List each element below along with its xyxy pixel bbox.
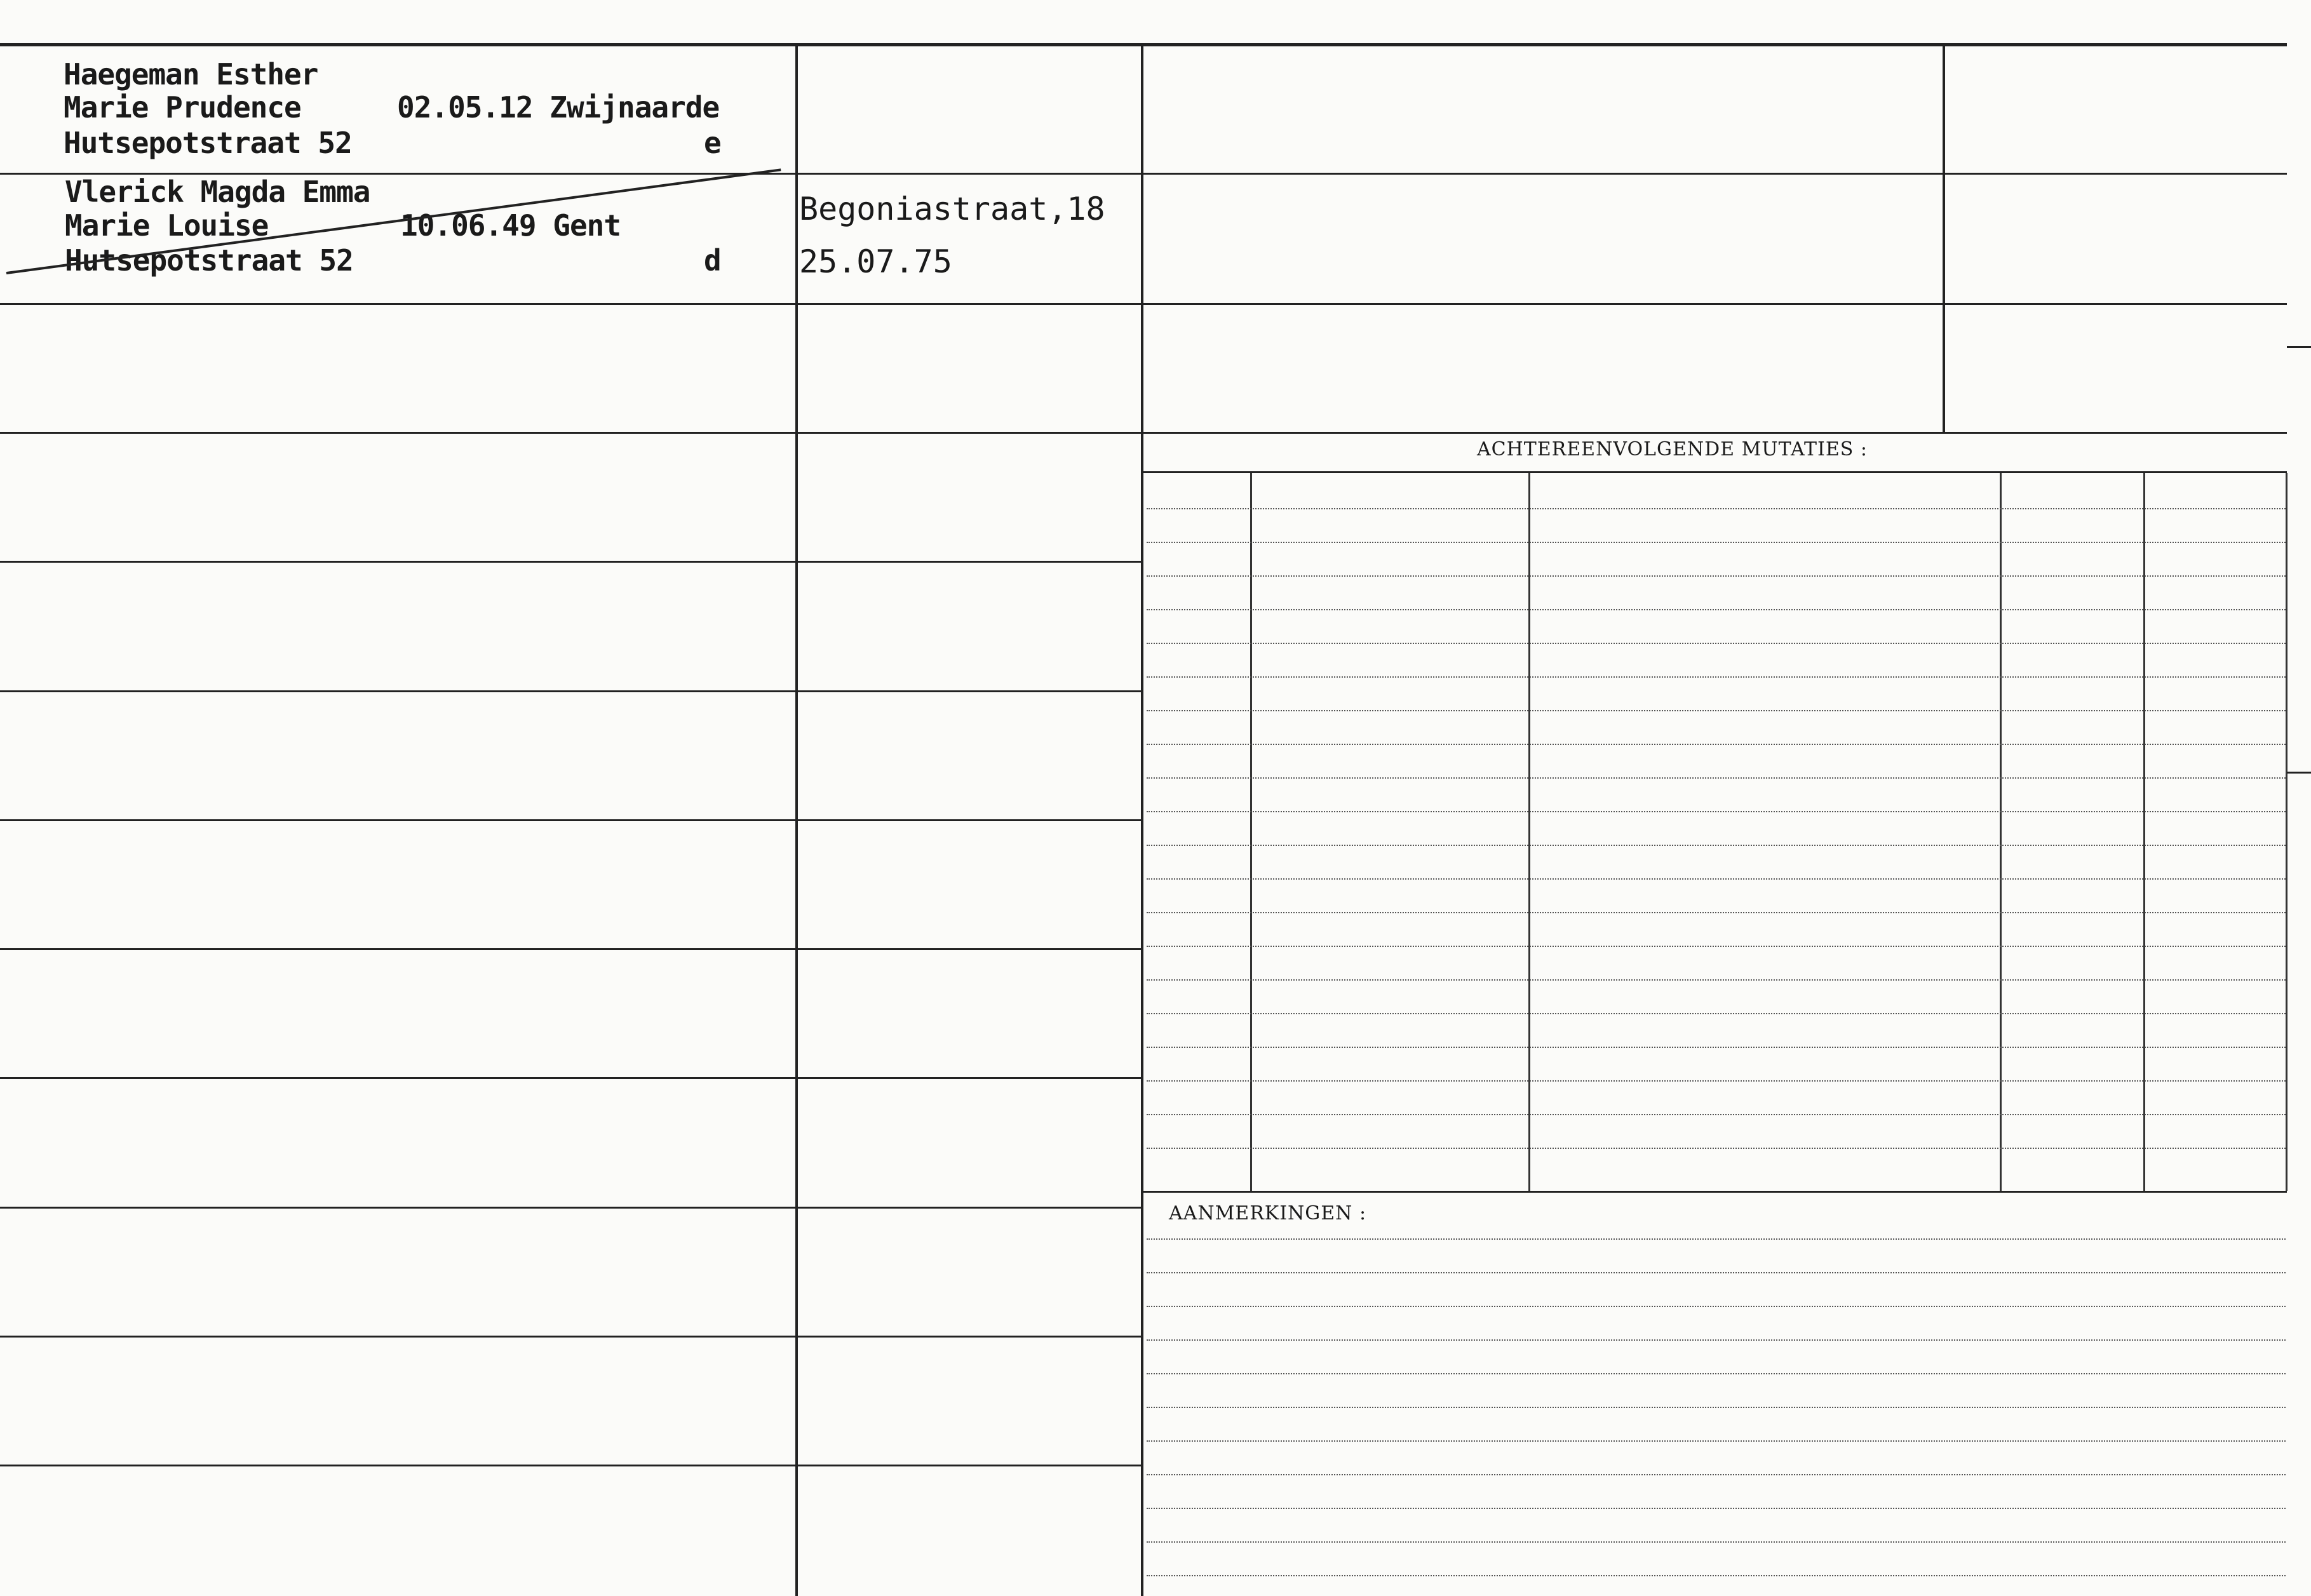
row-line	[0, 1465, 1141, 1466]
mutations-dotted-line	[1147, 979, 2286, 981]
mutations-dotted-line	[1147, 609, 2286, 610]
remarks-dotted-line	[1147, 1508, 2286, 1509]
mutations-dotted-line	[1147, 912, 2286, 913]
mutations-col-line	[1250, 473, 1252, 1191]
row-line	[0, 819, 1141, 821]
mutations-dotted-line	[1147, 777, 2286, 779]
record-1-code: e	[704, 126, 721, 160]
remarks-dotted-line	[1147, 1575, 2286, 1576]
row-line	[0, 432, 1141, 434]
edge-tick	[2287, 346, 2311, 348]
row-line	[0, 948, 1141, 950]
mutations-bottom-line	[1143, 1191, 2287, 1193]
record-2-birth: 10.06.49 Gent	[400, 208, 621, 243]
remarks-dotted-line	[1147, 1407, 2286, 1408]
remarks-title: AANMERKINGEN :	[1169, 1202, 1367, 1224]
remarks-dotted-line	[1147, 1306, 2286, 1307]
mutations-dotted-line	[1147, 946, 2286, 947]
row-line	[0, 1207, 1141, 1209]
edge-tick	[2287, 772, 2311, 774]
remarks-dotted-line	[1147, 1339, 2286, 1341]
mutations-dotted-line	[1147, 508, 2286, 509]
remarks-dotted-line	[1147, 1272, 2286, 1273]
mutations-dotted-line	[1147, 710, 2286, 711]
mutations-title: ACHTEREENVOLGENDE MUTATIES :	[1477, 438, 1868, 460]
row-line	[0, 561, 1141, 563]
remarks-dotted-line	[1147, 1373, 2286, 1374]
record-2-new-address: Begoniastraat,18	[799, 191, 1105, 227]
mutations-col-line	[2000, 473, 2002, 1191]
mutations-dotted-line	[1147, 878, 2286, 880]
mutations-dotted-line	[1147, 744, 2286, 745]
row-line	[0, 1336, 1141, 1338]
record-2-code: d	[704, 243, 721, 278]
right-row-line	[1141, 173, 2287, 175]
record-1-birth: 02.05.12 Zwijnaarde	[397, 90, 720, 124]
mutations-dotted-line	[1147, 1013, 2286, 1014]
row-line	[0, 303, 1141, 305]
remarks-dotted-line	[1147, 1474, 2286, 1475]
record-1-name-line2: Marie Prudence	[64, 90, 301, 124]
remarks-dotted-line	[1147, 1440, 2286, 1442]
mutations-col-line	[2286, 473, 2287, 1191]
mutations-dotted-line	[1147, 1114, 2286, 1115]
mutations-dotted-line	[1147, 811, 2286, 812]
mutations-col-line	[1528, 473, 1530, 1191]
mutations-dotted-line	[1147, 1047, 2286, 1048]
row-line	[0, 690, 1141, 692]
mutations-dotted-line	[1147, 1148, 2286, 1149]
column-divider-3	[1943, 44, 1945, 432]
mutations-dotted-line	[1147, 1080, 2286, 1082]
mutations-dotted-line	[1147, 676, 2286, 678]
record-2-new-date: 25.07.75	[799, 243, 952, 280]
mutations-col-line	[2143, 473, 2145, 1191]
record-2-address: Hutsepotstraat 52	[65, 243, 353, 278]
mutations-dotted-line	[1147, 542, 2286, 543]
mutations-dotted-line	[1147, 845, 2286, 846]
right-row-line	[1141, 303, 2287, 305]
right-row-line	[1141, 432, 2287, 434]
record-1-address: Hutsepotstraat 52	[64, 126, 352, 160]
record-1-name-line1: Haegeman Esther	[64, 57, 318, 91]
remarks-dotted-line	[1147, 1541, 2286, 1543]
record-2-name-line1: Vlerick Magda Emma	[65, 175, 370, 209]
mutations-dotted-line	[1147, 575, 2286, 577]
column-divider-2	[1141, 44, 1143, 1596]
remarks-dotted-line	[1147, 1238, 2286, 1240]
row-line	[0, 1077, 1141, 1079]
record-2-name-line2: Marie Louise	[65, 208, 269, 243]
mutations-dotted-line	[1147, 643, 2286, 644]
mutations-header-line	[1143, 471, 2287, 473]
